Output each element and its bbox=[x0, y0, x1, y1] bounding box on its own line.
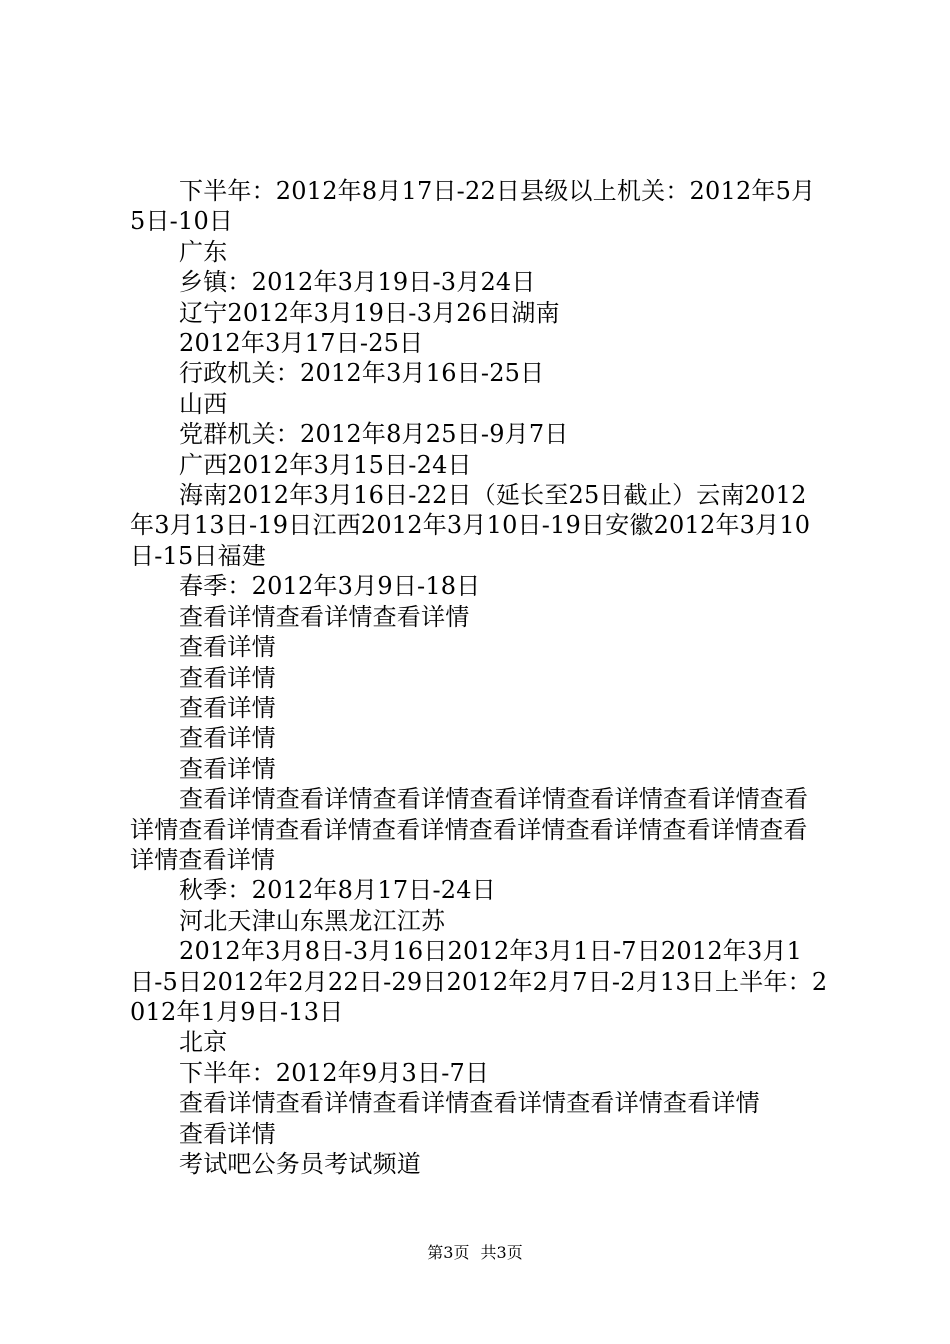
link-text: 查看详情查看详情查看详情查看详情查看详情查看详情 bbox=[179, 1089, 760, 1118]
page-total: 共3页 bbox=[480, 1243, 523, 1262]
text-line: 下半年：2012年9月3日-7日 bbox=[179, 1058, 490, 1087]
link-text: 查看详情查看详情查看详情 bbox=[179, 602, 470, 631]
link-text: 查看详情查看详情查看详情查看详情查看详情查看详情查看详情查看详情查看详情查看详情查看详情查看详情查看详情查看详情查看详情 bbox=[130, 785, 809, 874]
text-line: 乡镇：2012年3月19日-3月24日 bbox=[179, 268, 536, 297]
text-line: 广东 bbox=[179, 237, 228, 266]
text-line: 下半年：2012年8月17日-22日县级以上机关：2012年5月5日-10日 bbox=[130, 177, 816, 236]
link-text: 查看详情 bbox=[179, 724, 276, 753]
page-number: 第3页 bbox=[427, 1243, 470, 1262]
link-text: 查看详情 bbox=[179, 633, 276, 662]
link-text: 查看详情 bbox=[179, 1119, 276, 1148]
page-footer bbox=[0, 1243, 950, 1263]
link-text: 查看详情 bbox=[179, 663, 276, 692]
text-line: 海南2012年3月16日-22日（延长至25日截止）云南2012年3月13日-19日江西2012年3月10日-19日安徽2012年3月10日-15日福建 bbox=[130, 481, 811, 570]
text-line: 考试吧公务员考试频道 bbox=[179, 1150, 421, 1178]
document-body bbox=[130, 176, 830, 1179]
text-line: 2012年3月8日-3月16日2012年3月1日-7日2012年3月1日-5日2012年2月22日-29日2012年2月7日-2月13日上半年：2012年1月9日-13日 bbox=[130, 937, 828, 1026]
text-line: 2012年3月17日-25日 bbox=[179, 329, 424, 358]
text-line: 行政机关：2012年3月16日-25日 bbox=[179, 359, 545, 388]
text-line: 春季：2012年3月9日-18日 bbox=[179, 572, 481, 601]
text-line: 山西 bbox=[179, 389, 228, 418]
text-line: 辽宁2012年3月19日-3月26日湖南 bbox=[179, 298, 560, 327]
text-line: 北京 bbox=[179, 1028, 228, 1057]
link-text: 查看详情 bbox=[179, 693, 276, 722]
link-text: 查看详情 bbox=[179, 754, 276, 783]
text-line: 河北天津山东黑龙江江苏 bbox=[179, 906, 446, 935]
text-line: 秋季：2012年8月17日-24日 bbox=[179, 876, 496, 905]
text-line: 广西2012年3月15日-24日 bbox=[179, 450, 472, 479]
text-line: 党群机关：2012年8月25日-9月7日 bbox=[179, 420, 569, 449]
